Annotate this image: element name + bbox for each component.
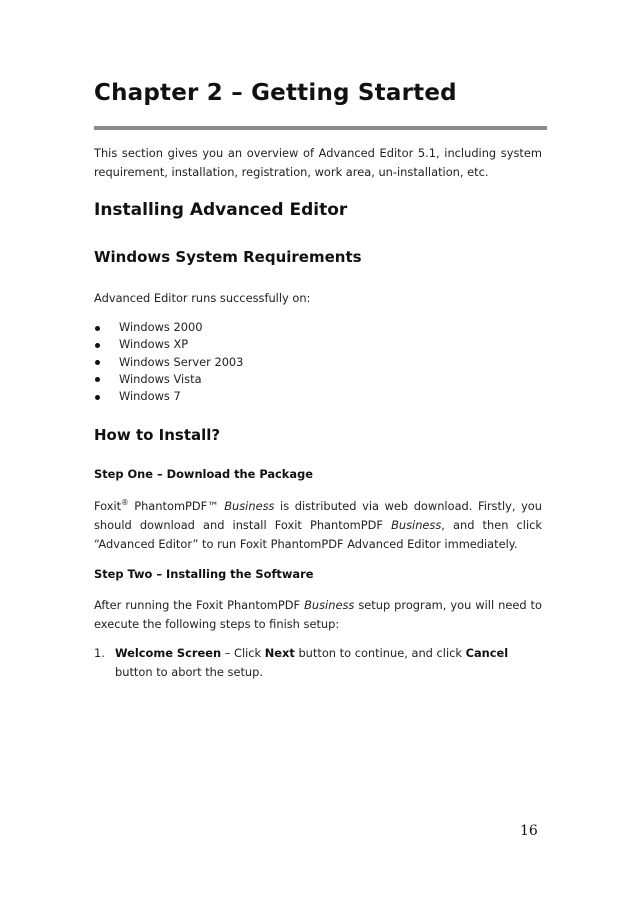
- bullet-icon: [95, 377, 100, 382]
- step-two-heading: Step Two – Installing the Software: [94, 567, 314, 581]
- text-business: Business: [391, 518, 442, 532]
- text-end: setup program, you will need to execute the following steps to finish setup:: [94, 598, 542, 631]
- requirements-heading: Windows System Requirements: [94, 248, 362, 266]
- step-text: – Click: [221, 646, 265, 660]
- chapter-title: Chapter 2 – Getting Started: [94, 80, 457, 106]
- requirements-lead: Advanced Editor runs successfully on:: [94, 291, 311, 305]
- list-item-label: Windows Server 2003: [119, 354, 244, 369]
- bullet-icon: [95, 395, 100, 400]
- bullet-icon: [95, 360, 100, 365]
- step-one-paragraph: [94, 497, 542, 554]
- step-text: button to abort the setup.: [115, 665, 263, 679]
- list-item-label: Windows Vista: [119, 371, 202, 386]
- page-number: 16: [520, 823, 538, 839]
- cancel-label: Cancel: [465, 646, 509, 660]
- intro-paragraph: This section gives you an overview of Advanced Editor 5.1, including system requirement, installation, registration, work area, un-installation, etc.: [94, 146, 542, 179]
- installing-heading: Installing Advanced Editor: [94, 200, 348, 220]
- next-label: Next: [264, 646, 295, 660]
- step-title: Welcome Screen: [115, 646, 222, 660]
- text-middle: is distributed via web download. Firstly, you should download and install Foxit PhantomPDF: [94, 499, 542, 532]
- text-phantom: PhantomPDF™: [128, 499, 225, 513]
- list-item-label: Windows 2000: [119, 320, 203, 334]
- step-number: 1.: [94, 646, 105, 660]
- list-item-label: Windows 7: [119, 389, 181, 404]
- bullet-icon: [95, 343, 100, 348]
- text-foxit: Foxit: [94, 499, 122, 513]
- text-start: After running the Foxit PhantomPDF: [94, 598, 305, 612]
- title-rule: [94, 126, 547, 130]
- text-business: Business: [224, 499, 275, 513]
- text-end: , and then click “Advanced Editor” to run Foxit PhantomPDF Advanced Editor immediately.: [94, 518, 542, 551]
- registered-mark: ®: [121, 498, 129, 508]
- how-to-install-heading: How to Install?: [94, 426, 221, 444]
- step-two-paragraph: [94, 596, 542, 634]
- text-business: Business: [304, 598, 355, 612]
- list-item-label: Windows XP: [119, 337, 189, 352]
- step-one-heading: Step One – Download the Package: [94, 467, 313, 481]
- bullet-icon: [95, 326, 100, 331]
- step-body: [115, 644, 542, 682]
- step-text: button to continue, and click: [294, 646, 466, 660]
- setup-step-welcome: [94, 644, 542, 682]
